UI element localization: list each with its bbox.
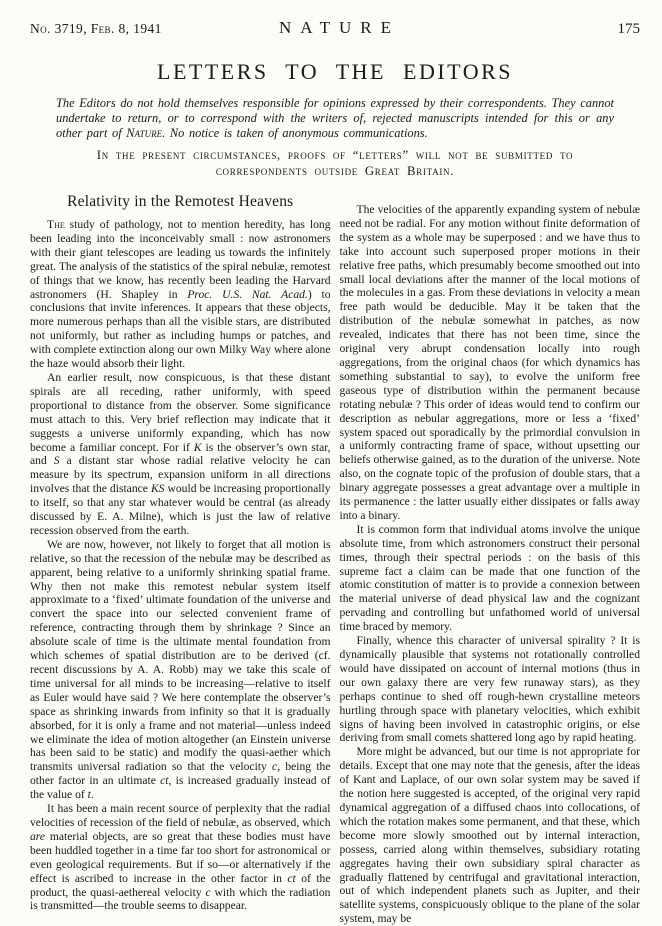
article-paragraph: It has been a main recent source of perplexity that the radial velocities of recession of the field of nebulæ, as observed, which are material objects, are so great that these bodies must have been huddled together in a time far too short for astronomical or even geological requirements. But if so—or alternatively if the effect is ascribed to increase in the other factor in ct of the product, the quasi-aethereal velocity c with which the radiation is transmitted—the trouble seems to disappear. <box>30 802 331 913</box>
right-column <box>340 188 641 926</box>
article-paragraph: Finally, whence this character of universal spirality ? It is dynamically plausible that systems not rotationally controlled would have dissipated on account of internal motions (thus in our own galaxy there are very few runaway stars), as they perhaps continue to shed off rough-hewn crystalline meteors hurtling through space with planetary velocities, which exhibit signs of having been involved in catastrophic origins, or else deriving from small comets shattered long ago by rapid heating. <box>339 634 640 745</box>
article-title: Relativity in the Remotest Heavens <box>67 193 294 210</box>
section-title: LETTERS TO THE EDITORS <box>157 59 513 84</box>
editorial-disclaimer: The Editors do not hold themselves responsible for opinions expressed by their correspondents. They cannot undertake to return, or to correspond with the writers of, rejected manuscripts intended for this or any other part of Nature. No notice is taken of anonymous communications. <box>56 96 614 140</box>
issue-info: No. 3719, Feb. 8, 1941 <box>30 21 162 36</box>
page-number: 175 <box>617 21 640 37</box>
article-paragraph: The velocities of the apparently expanding system of nebulæ need not be radial. For any motion without finite deformation of the system as a whole may be superposed : and we have thus to take into account such superposed proper motions in their relative free paths, which presumably become smoothed out into small local deviations after the manner of the local motions of the molecules in a gas. From these deviations in velocity a mean free path would be deducible. May it be taken that the distribution of the nebulæ somewhat in patches, as now revealed, indicates that there has not been time, since the original very abrupt condensation locally into rough aggregations, from the original chaos (for which dynamics has something substantial to say), to evolve the uniform free gaseous type of distribution within the permanent because rotating nebulæ ? This order of ideas would tend to confirm our description as nebular aggregations, more or less a ‘fixed’ system spaced out sporadically by the primordial convulsion in a uniformly contracting frame of space, without upsetting our beliefs otherwise gained, as to the duration of the universe. Note also, on the cognate topic of the profusion of double stars, that a binary aggregate possesses a great advantage over a multiple in its permanence : the latter usually either dissipates or falls away into a binary. <box>339 203 640 522</box>
wartime-notice <box>30 148 640 179</box>
wartime-notice-line1: In the present circumstances, proofs of “letters” will not be submitted to <box>96 148 574 162</box>
wartime-notice-line2: correspondents outside Great Britain. <box>215 163 455 178</box>
article-paragraph: We are now, however, not likely to forget that all motion is relative, so that the recession of the nebulæ may be described as apparent, being relative to a uniformly shrinking spatial frame. Why then not make this remotest nebular system itself approximate to a ‘fixed’ ultimate foundation of the universe and convert the space into our selected convenient frame of reference, contracting through them by shrinkage ? Since an absolute scale of time is the ultimate mental foundation from which schemes of spatial distribution are to be derived (cf. recent discussions by A. A. Robb) may we take this scale of time universal for all minds to be increasing—relative to itself as Euler would have said ? We here contemplate the observer’s space as shrinking inwards from infinity so that it is gradually absorbed, for it is only a frame and not material—unless indeed we eliminate the idea of motion altogether (an Einstein universe has been said to be static) and modify the quasi-aether which transmits universal radiation so that the velocity c, being the other factor in an ultimate ct, is increased gradually instead of the value of t. <box>30 537 331 802</box>
article-paragraph: An earlier result, now conspicuous, is that these distant spirals are all receding, rather uniformly, with speed proportional to distance from the observer. Some significance must attach to this. Very brief reflection may indicate that it suggests a universe uniformly expanding, which has now become a familiar concept. For if K is the observer’s own star, and S a distant star whose radial relative velocity he can measure by its spectrum, expansion uniform in all directions involves that the distance KS would be increasing proportionally to itself, so that any star whatever would be central (as already discussed by E. A. Milne), which is just the law of relative recession observed from the earth. <box>30 370 331 537</box>
journal-title: NATURE <box>278 18 401 37</box>
article-paragraph: It is common form that individual atoms involve the unique absolute time, from which astronomers construct their personal times, through their spectral periods : on the basis of this supreme fact a claim can be made that one function of the atomic constitution of matter is to provide a connexion between the material universe of dead physical law and the cognizant pervading and controlling but unfathomed world of universal time braced by memory. <box>339 522 640 634</box>
left-column <box>30 188 331 926</box>
article-paragraph: More might be advanced, but our time is not appropriate for details. Except that one may note that the genesis, after the ideas of Kant and Laplace, of our own solar system may be saved if the notion here suggested is accepted, of the original very rapid dynamical aggregation of a diffused chaos into collocations, of which the rotation makes some permanent, and that these, which become more slowly smoothed out by internal interaction, possess, carried along within themselves, subsidiary rotating aggregates having their own subsidiary spiral character as gradually flattened by centrifugal and gravitational interaction, out of which independent planets such as Jupiter, and their satellite systems, conspicuously oblique to the plane of the solar system, may be <box>339 745 640 926</box>
article-paragraph: The study of pathology, not to mention heredity, has long been leading into the inconceivably small : now astronomers with their giant telescopes are leading us towards the infinitely great. The analysis of the statistics of the spiral nebulæ, remotest of things that we know, has recently been leading the Harvard astronomers (H. Shapley in Proc. U.S. Nat. Acad.) to conclusions that invite inferences. It appears that these objects, more numerous perhaps than all the visible stars, are distributed not uniformly, but rather as including humps or patches, and with complete extinction along our own Milky Way where alone the haze would absorb their light. <box>30 218 331 371</box>
two-column-body <box>30 188 640 926</box>
page-header <box>30 18 640 38</box>
